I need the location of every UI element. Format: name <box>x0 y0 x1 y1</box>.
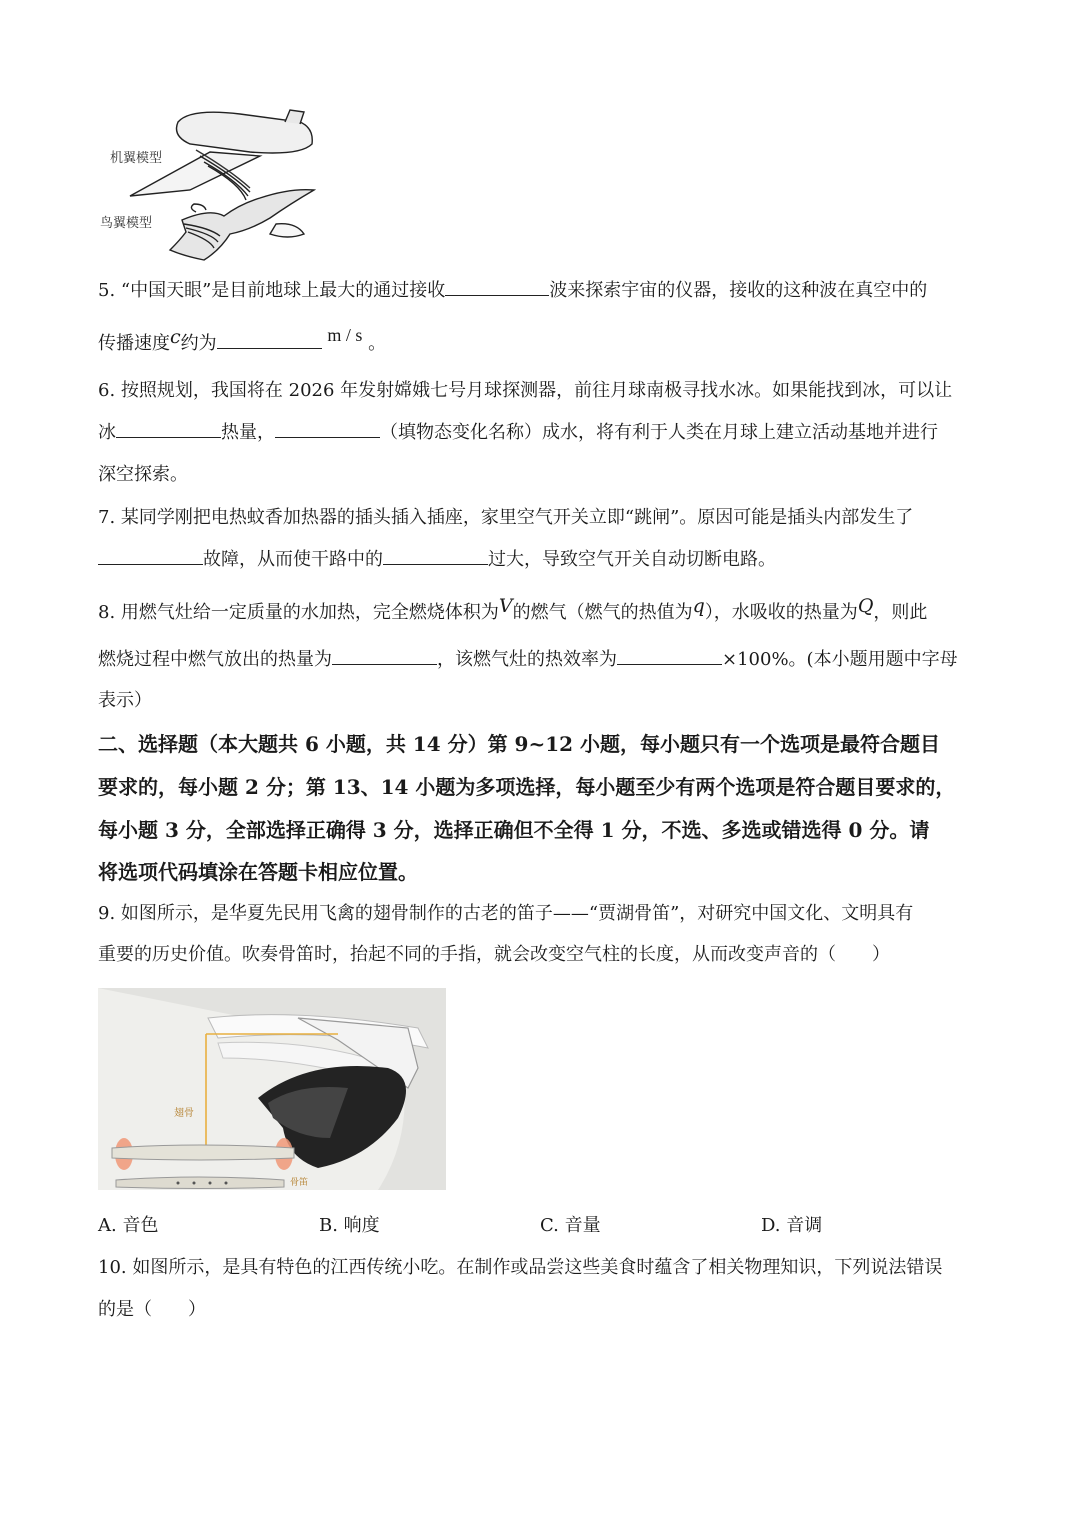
option-d[interactable]: D. 音调 <box>761 1215 823 1236</box>
volume-variable: V <box>498 595 513 617</box>
answer-blank[interactable] <box>332 646 437 665</box>
q8-line-1: 8. 用燃气灶给一定质量的水加热，完全燃烧体积为V的燃气（燃气的热值为q），水吸收的热量为Q，则此 <box>98 595 928 623</box>
answer-blank[interactable] <box>383 546 488 565</box>
section2-line-2: 要求的，每小题 2 分；第 13、14 小题为多项选择，每小题至少有两个选项是符合题目要求的， <box>98 775 956 799</box>
speed-unit: m / s <box>327 325 363 345</box>
q8-line-3: 表示） <box>98 690 152 711</box>
q6-line-1: 6. 按照规划，我国将在 2026 年发射嫦娥七号月球探测器，前往月球南极寻找水冰。如果能找到冰，可以让 <box>98 380 953 401</box>
bone-flute-figure <box>98 988 446 1190</box>
bird-wing-model-label: 鸟翼模型 <box>100 216 153 231</box>
q5-line-1: 5. “中国天眼”是目前地球上最大的通过接收 波来探索宇宙的仪器，接收的这种波在真空中的 <box>98 277 982 305</box>
q7-line-2: 故障，从而使干路中的 过大，导致空气开关自动切断电路。 <box>98 546 982 574</box>
q6-line-2: 冰 热量， （填物态变化名称）成水，将有利于人类在月球上建立活动基地并进行 <box>98 419 982 447</box>
bone-flute-label: 骨笛 <box>290 1178 309 1188</box>
q9-line-2: 重要的历史价值。吹奏骨笛时，抬起不同的手指，就会改变空气柱的长度，从而改变声音的（ ） <box>98 944 890 965</box>
section2-line-1: 二、选择题（本大题共 6 小题，共 14 分）第 9~12 小题，每小题只有一个选项是最符合题目 <box>98 732 941 756</box>
answer-blank[interactable] <box>98 546 203 565</box>
wing-model-label: 机翼模型 <box>110 151 163 166</box>
option-c[interactable]: C. 音量 <box>540 1215 601 1236</box>
q7-line-1: 7. 某同学刚把电热蚊香加热器的插头插入插座，家里空气开关立即“跳闸”。原因可能是插头内部发生了 <box>98 507 914 528</box>
answer-blank[interactable] <box>275 419 380 438</box>
section2-line-3: 每小题 3 分，全部选择正确得 3 分，选择正确但不全得 1 分，不选、多选或错选得 0 分。请 <box>98 818 930 842</box>
speed-variable: c <box>170 326 181 348</box>
answer-blank[interactable] <box>445 277 549 296</box>
section2-line-4: 将选项代码填涂在答题卡相应位置。 <box>98 860 418 884</box>
q6-line-3: 深空探索。 <box>98 464 188 485</box>
option-b[interactable]: B. 响度 <box>319 1215 380 1236</box>
q9-line-1: 9. 如图所示，是华夏先民用飞禽的翅骨制作的古老的笛子——“贾湖骨笛”，对研究中国文化、文明具有 <box>98 903 914 924</box>
answer-blank[interactable] <box>116 419 221 438</box>
heat-value-variable: q <box>692 595 705 617</box>
heat-absorbed-variable: Q <box>857 595 874 617</box>
answer-blank[interactable] <box>617 646 722 665</box>
q10-line-2: 的是（ ） <box>98 1299 206 1320</box>
wing-bone-label: 翅骨 <box>174 1108 194 1119</box>
q10-line-1: 10. 如图所示，是具有特色的江西传统小吃。在制作或品尝这些美食时蕴含了相关物理知识，下列说法错误 <box>98 1257 943 1278</box>
q8-line-2: 燃烧过程中燃气放出的热量为 ，该燃气灶的热效率为 ×100%。(本小题用题中字母 <box>98 646 982 674</box>
q5-line-2: 传播速度c约为 m / s 。 <box>98 325 387 354</box>
wing-model-figure <box>100 100 316 262</box>
answer-blank[interactable] <box>217 330 322 349</box>
option-a[interactable]: A. 音色 <box>98 1215 159 1236</box>
